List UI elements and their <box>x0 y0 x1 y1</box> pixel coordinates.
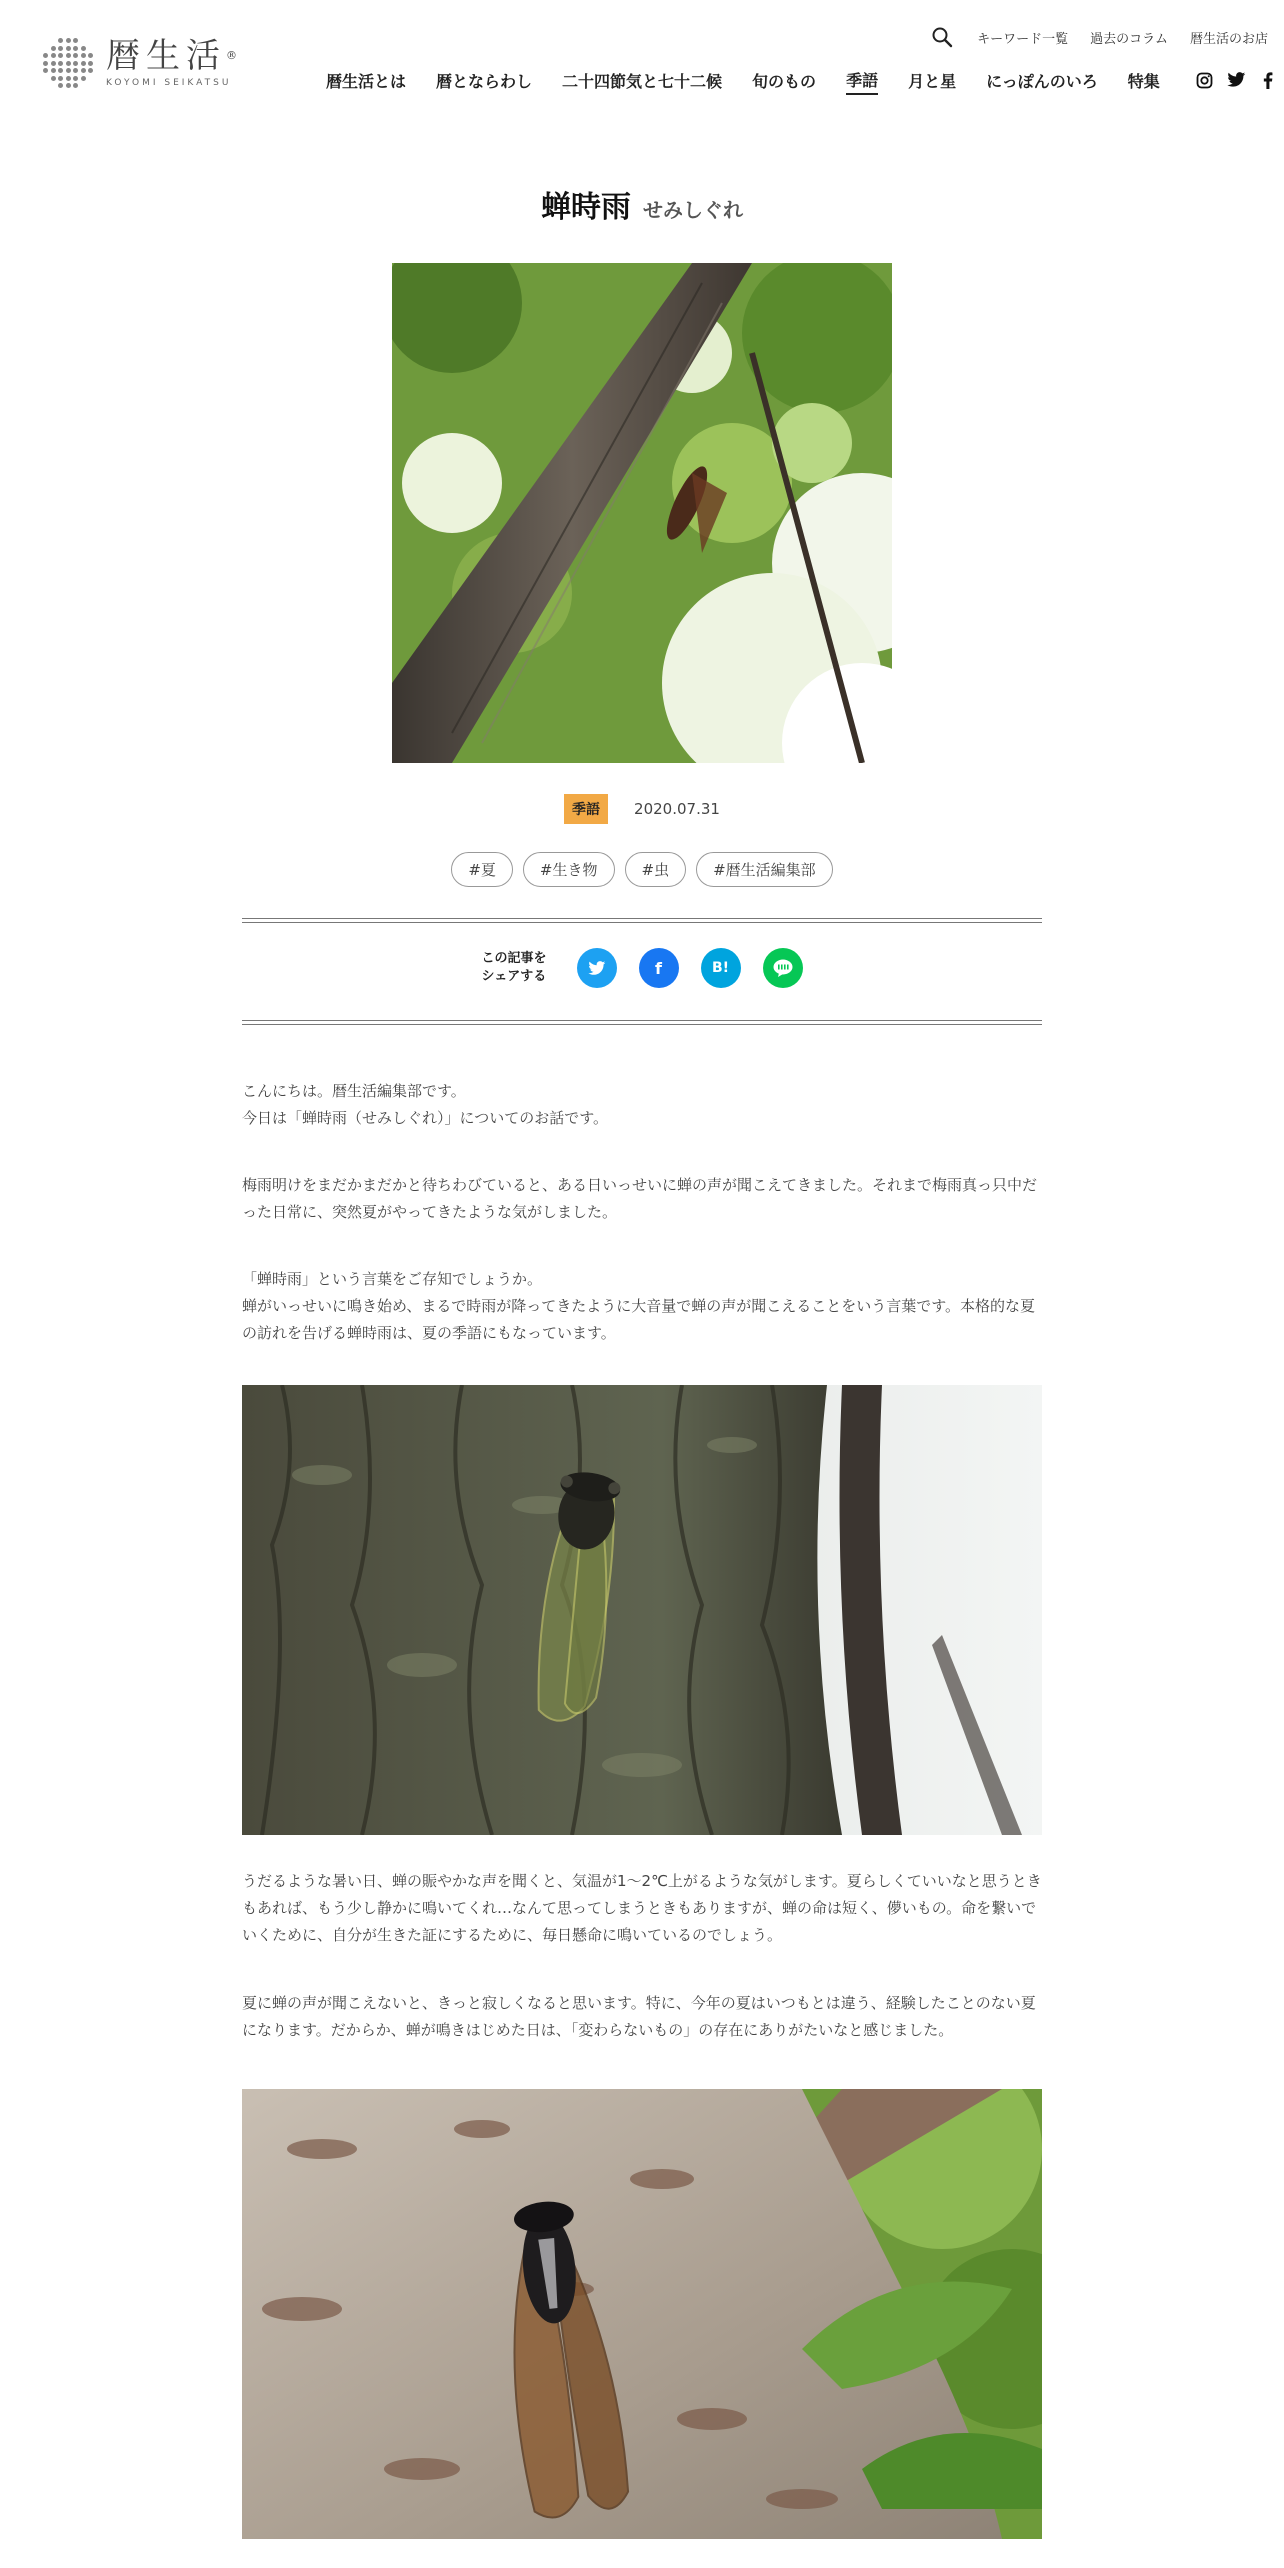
twitter-icon[interactable] <box>1226 70 1246 90</box>
article-paragraph-4: うだるような暑い日、蝉の賑やかな声を聞くと、気温が1～2℃上がるような気がします。夏らしくていいなと思うときもあれば、もう少し静かに鳴いてくれ…なんて思ってしまうときもありますが、蝉の命は短く、儚いもの。命を繋いでいくために、自分が生きた証にするために、毎日懸命に鳴いているのでしょう。 <box>242 1872 1042 1944</box>
nav-item-colors[interactable]: にっぽんのいろ <box>986 71 1098 91</box>
share-facebook-button[interactable]: f <box>639 948 679 988</box>
share-twitter-button[interactable] <box>577 948 617 988</box>
logo-dots-icon <box>40 34 96 90</box>
page-title: 蝉時雨 <box>541 190 631 225</box>
divider-top <box>242 918 1042 923</box>
article-paragraph-1: こんにちは。暦生活編集部です。 今日は「蝉時雨（せみしぐれ）」についてのお話です。 <box>242 1082 609 1127</box>
nav-item-features[interactable]: 特集 <box>1127 71 1160 91</box>
search-icon[interactable] <box>929 24 955 50</box>
tag-living-things[interactable]: #生き物 <box>523 852 615 887</box>
article-header <box>0 182 1284 226</box>
divider-bottom <box>242 1020 1042 1025</box>
page-title-reading: せみしぐれ <box>643 198 743 222</box>
article-meta <box>0 794 1284 824</box>
tag-list <box>0 852 1284 887</box>
site-logo[interactable] <box>40 32 250 92</box>
article-paragraph-5: 夏に蝉の声が聞こえないと、きっと寂しくなると思います。特に、今年の夏はいつもとは違う、経験したことのない夏になります。だからか、蝉が鳴きはじめた日は、「変わらないもの」の存在にありがたいなと感じました。 <box>242 1994 1036 2039</box>
facebook-icon[interactable] <box>1258 70 1278 90</box>
tag-insects[interactable]: #虫 <box>625 852 687 887</box>
utility-nav <box>929 22 1268 52</box>
article-paragraph-2: 梅雨明けをまだかまだかと待ちわびていると、ある日いっせいに蝉の声が聞こえてきました。それまで梅雨真っ只中だった日常に、突然夏がやってきたような気がしました。 <box>242 1176 1038 1221</box>
share-line-button[interactable] <box>763 948 803 988</box>
nav-item-kigo[interactable]: 季語 <box>846 68 878 95</box>
nav-item-about[interactable]: 暦生活とは <box>326 71 407 91</box>
article-paragraph-3: 「蝉時雨」という言葉をご存知でしょうか。 蝉がいっせいに鳴き始め、まるで時雨が降ってきたように大音量で蝉の声が聞こえることをいう言葉です。本格的な夏の訪れを告げる蝉時雨は、夏の季語にもなっています。 <box>242 1270 1036 1342</box>
share-bar <box>0 948 1284 988</box>
util-link-shop[interactable]: 暦生活のお店 <box>1189 31 1268 47</box>
nav-item-customs[interactable]: 暦とならわし <box>436 71 533 91</box>
util-link-past-columns[interactable]: 過去のコラム <box>1090 31 1168 47</box>
nav-item-moon-stars[interactable]: 月と星 <box>908 71 957 91</box>
article-image-cicada-on-bark <box>242 1385 1042 1835</box>
share-label: この記事を シェアする <box>481 951 547 984</box>
tag-editorial[interactable]: #暦生活編集部 <box>696 852 833 887</box>
share-hatena-button[interactable]: B! <box>701 948 741 988</box>
article-image-cicada-on-branch <box>242 2089 1042 2539</box>
main-nav <box>326 66 1190 96</box>
hero-image <box>392 263 892 763</box>
nav-item-seasonal-food[interactable]: 旬のもの <box>752 71 817 91</box>
instagram-icon[interactable] <box>1194 70 1214 90</box>
category-badge[interactable]: 季語 <box>564 794 608 824</box>
nav-item-sekki[interactable]: 二十四節気と七十二候 <box>562 71 723 91</box>
tag-summer[interactable]: #夏 <box>451 852 513 887</box>
logo-subtitle: KOYOMI SEIKATSU <box>106 78 232 88</box>
publish-date: 2020.07.31 <box>634 800 720 818</box>
logo-wordmark: 暦生活® <box>106 36 237 76</box>
util-link-keywords[interactable]: キーワード一覧 <box>977 31 1069 47</box>
site-header <box>0 0 1284 110</box>
social-links <box>1194 70 1278 90</box>
